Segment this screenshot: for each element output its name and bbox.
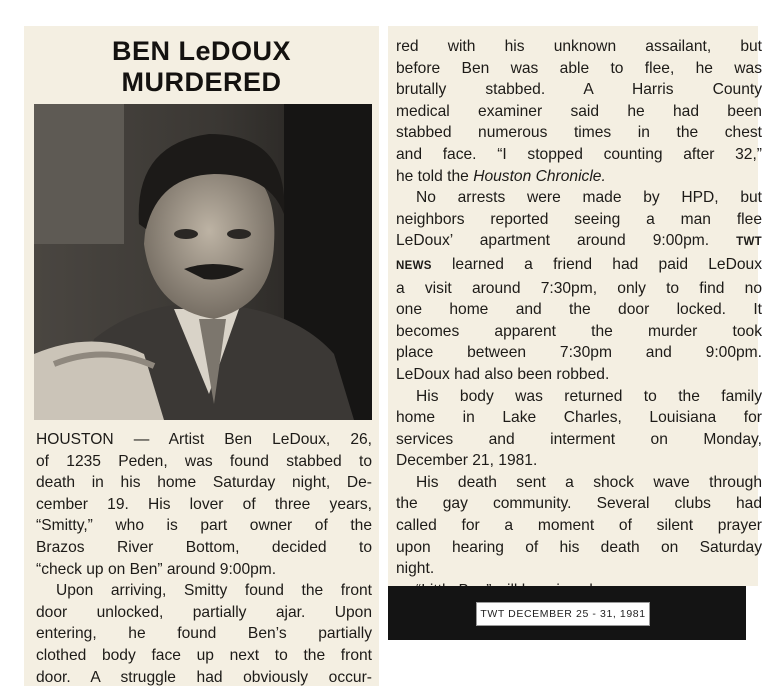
article-line-text: neighbors reported seeing a man flee: [396, 210, 762, 228]
article-line: [36, 602, 372, 624]
article-line-text: door unlocked, partially ajar. Upon: [36, 603, 372, 621]
article-column-right: [396, 36, 762, 601]
article-line-text: entering, he found Ben’s partially: [36, 625, 372, 643]
article-line: [36, 667, 372, 689]
article-line-text: Brazos River Bottom, decided to: [36, 538, 372, 556]
article-line-text: a visit around 7:30pm, only to find no: [396, 279, 762, 297]
article-line-text: night.: [396, 560, 435, 578]
article-line-text: called for a moment of silent prayer: [396, 517, 762, 535]
publication-abbrev: TWT: [736, 236, 762, 249]
article-line-text: clothed body face up next to the front: [36, 646, 372, 664]
article-line-text: medical examiner said he had been: [396, 102, 762, 120]
article-line-text: of 1235 Peden, was found stabbed to: [36, 452, 372, 470]
article-line: [396, 407, 762, 429]
article-line: [396, 36, 762, 58]
headline-line-2: MURDERED: [121, 67, 282, 97]
article-line: [36, 623, 372, 645]
article-line: [396, 278, 762, 300]
article-line: [396, 101, 762, 123]
article-line: [396, 493, 762, 515]
article-line-text: before Ben was able to flee, he was: [396, 59, 762, 77]
article-line: [396, 515, 762, 537]
article-line-text: learned a friend had paid LeDoux: [451, 255, 762, 273]
article-line-text: the gay community. Several clubs had: [396, 495, 762, 513]
article-line: [396, 364, 762, 386]
article-line-text: services and interment on Monday,: [396, 430, 762, 448]
article-line-text: place between 7:30pm and 9:00pm.: [396, 344, 762, 362]
article-line-text: brutally stabbed. A Harris County: [396, 81, 762, 99]
article-line: [396, 321, 762, 343]
article-line-text: “Smitty,” who is part owner of the: [36, 517, 372, 535]
article-line: [396, 144, 762, 166]
article-line: [36, 580, 372, 602]
article-line: [36, 451, 372, 473]
article-line: [396, 537, 762, 559]
article-line: [36, 537, 372, 559]
article-line: [396, 254, 762, 278]
article-line: [36, 515, 372, 537]
article-line-text: and face. “I stopped counting after 32,”: [396, 145, 762, 163]
article-line: [396, 450, 762, 472]
article-line: [396, 558, 762, 580]
article-line: [396, 209, 762, 231]
headline: [24, 36, 379, 98]
article-line-text: LeDoux had also been robbed.: [396, 365, 610, 383]
article-line-text: No arrests were made by HPD, but: [416, 189, 762, 207]
article-line: [396, 429, 762, 451]
article-line-text: door. A struggle had obviously occur-: [36, 668, 372, 686]
article-line-text: he told the: [396, 167, 469, 185]
article-line-text: December 21, 1981.: [396, 452, 538, 470]
article-line: [396, 187, 762, 209]
article-line: [396, 386, 762, 408]
portrait-photo: [34, 104, 372, 420]
article-line: [396, 122, 762, 144]
article-line: [396, 230, 762, 254]
article-line-text: LeDoux’ apartment around 9:00pm.: [396, 232, 710, 250]
article-line-text: Upon arriving, Smitty found the front: [56, 582, 372, 600]
article-line: [36, 472, 372, 494]
portrait-illustration: [34, 104, 372, 420]
article-line: [36, 494, 372, 516]
article-line: [36, 559, 372, 581]
article-line-text: home in Lake Charles, Louisiana for: [396, 409, 762, 427]
article-line: [396, 299, 762, 321]
article-line: [396, 166, 762, 188]
article-line-text: “check up on Ben” around 9:00pm.: [36, 560, 277, 578]
article-line: [36, 429, 372, 451]
headline-line-1: BEN LeDOUX: [111, 36, 292, 66]
article-line-text: His body was returned to the family: [416, 387, 762, 405]
article-column-left: [36, 429, 372, 688]
article-line-text: His death sent a shock wave through: [416, 473, 762, 491]
article-line: [396, 58, 762, 80]
article-line-text: red with his unknown assailant, but: [396, 38, 762, 55]
article-line: [396, 79, 762, 101]
article-line: [396, 472, 762, 494]
article-line: [36, 645, 372, 667]
article-line-text: stabbed numerous times in the chest: [396, 124, 762, 142]
article-line-text: cember 19. His lover of three years,: [36, 495, 372, 513]
article-line-text: becomes apparent the murder took: [396, 322, 762, 340]
article-line-text: death in his home Saturday night, De-: [36, 474, 372, 492]
article-line-text: HOUSTON — Artist Ben LeDoux, 26,: [36, 431, 372, 448]
article-line: [396, 342, 762, 364]
article-line-text: one home and the door locked. It: [396, 301, 762, 319]
newspaper-title: Houston Chronicle.: [473, 167, 606, 185]
dateline: TWT DECEMBER 25 - 31, 1981: [476, 602, 650, 626]
article-line-text: upon hearing of his death on Saturday: [396, 538, 762, 556]
publication-abbrev: NEWS: [396, 259, 432, 272]
